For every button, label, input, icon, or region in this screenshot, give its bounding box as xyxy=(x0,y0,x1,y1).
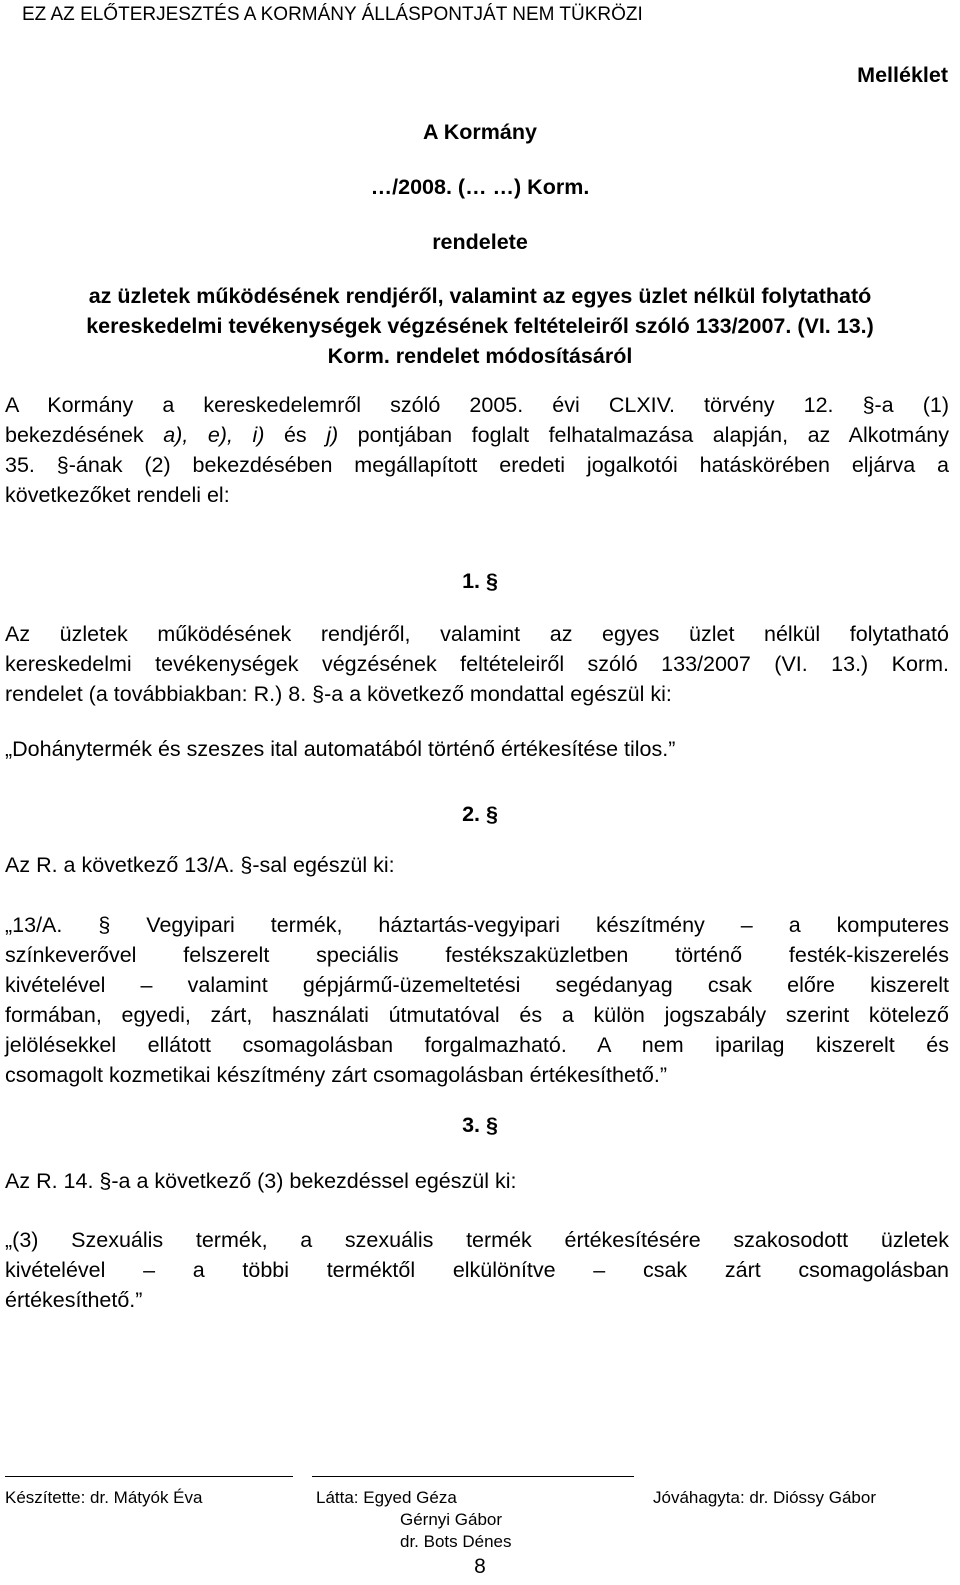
preamble-line-4: következőket rendeli el: xyxy=(5,483,230,507)
section-2-line-6: csomagolt kozmetikai készítmény zárt csomagolásban értékesíthető.” xyxy=(5,1063,668,1087)
section-3-line-2: kivételével – a többi terméktől elkülönítve – csak zárt csomagolásban xyxy=(5,1258,949,1282)
section-3-line-3: értékesíthető.” xyxy=(5,1288,143,1312)
annex-label: Melléklet xyxy=(857,63,948,87)
section-3-heading: 3. § xyxy=(462,1113,498,1137)
section-2-body xyxy=(5,910,949,1090)
seen-by xyxy=(316,1487,512,1553)
preamble xyxy=(5,390,949,510)
prepared-by: Készítette: dr. Mátyók Éva xyxy=(5,1488,203,1507)
section-2-line-3: kivételével – valamint gépjármű-üzemeltetési segédanyag csak előre kiszerelt xyxy=(5,973,949,997)
section-1-line-3: rendelet (a továbbiakban: R.) 8. §-a a következő mondattal egészül ki: xyxy=(5,682,672,706)
seen-by-line-3: dr. Bots Dénes xyxy=(400,1532,512,1551)
section-1-quote: „Dohánytermék és szeszes ital automatából történő értékesítése tilos.” xyxy=(5,737,676,761)
section-2-line-1: „13/A. § Vegyipari termék, háztartás-vegyipari készítmény – a komputeres xyxy=(5,913,949,937)
section-3-intro: Az R. 14. §-a a következő (3) bekezdéssel egészül ki: xyxy=(5,1169,517,1193)
seen-by-line-2: Gérnyi Gábor xyxy=(400,1510,503,1529)
section-2-line-4: formában, egyedi, zárt, használati útmutatóval és a külön jogszabály szerint kötelező xyxy=(5,1003,949,1027)
section-2-heading: 2. § xyxy=(462,802,498,826)
page-title xyxy=(0,117,960,371)
seen-by-line-1: Látta: Egyed Géza xyxy=(316,1488,457,1507)
section-2-line-5: jelölésekkel ellátott csomagolásban forgalmazható. A nem iparilag kiszerelt és xyxy=(5,1033,949,1057)
title-line-1: A Kormány xyxy=(423,120,537,144)
signature-line-left xyxy=(5,1476,293,1477)
section-2-intro: Az R. a következő 13/A. §-sal egészül ki: xyxy=(5,853,395,877)
section-1-line-2: kereskedelmi tevékenységek végzésének feltételeiről szóló 133/2007 (VI. 13.) Korm. xyxy=(5,652,949,676)
preamble-line-3: 35. §-ának (2) bekezdésében megállapított eredeti jogalkotói hatáskörében eljárva a xyxy=(5,453,949,477)
section-3-body xyxy=(5,1225,949,1315)
section-3-line-1: „(3) Szexuális termék, a szexuális termék értékesítésére szakosodott üzletek xyxy=(5,1228,949,1252)
approved-by: Jóváhagyta: dr. Dióssy Gábor xyxy=(653,1488,877,1507)
section-1-body xyxy=(5,619,949,764)
title-line-3: rendelete xyxy=(432,230,528,254)
title-line-2: …/2008. (… …) Korm. xyxy=(370,175,590,199)
page-number: 8 xyxy=(474,1555,486,1578)
preamble-line-1: A Kormány a kereskedelemről szóló 2005. évi CLXIV. törvény 12. §-a (1) xyxy=(5,393,949,417)
preamble-line-2: bekezdésének a), e), i) és j) pontjában foglalt felhatalmazása alapján, az Alkotmány xyxy=(5,423,950,447)
section-1-line-1: Az üzletek működésének rendjéről, valamint az egyes üzlet nélkül folytatható xyxy=(5,622,949,646)
signature-line-middle xyxy=(312,1476,634,1477)
title-line-4: az üzletek működésének rendjéről, valamint az egyes üzlet nélkül folytatható xyxy=(88,284,872,308)
title-line-6: Korm. rendelet módosításáról xyxy=(327,344,633,368)
title-line-5: kereskedelmi tevékenységek végzésének feltételeiről szóló 133/2007. (VI. 13.) xyxy=(86,314,874,338)
section-1-heading: 1. § xyxy=(462,569,498,593)
banner: EZ AZ ELŐTERJESZTÉS A KORMÁNY ÁLLÁSPONTJÁT NEM TÜKRÖZI xyxy=(22,4,643,25)
section-2-line-2: színkeverővel felszerelt speciális festékszaküzletben történő festék-kiszerelés xyxy=(5,943,949,967)
